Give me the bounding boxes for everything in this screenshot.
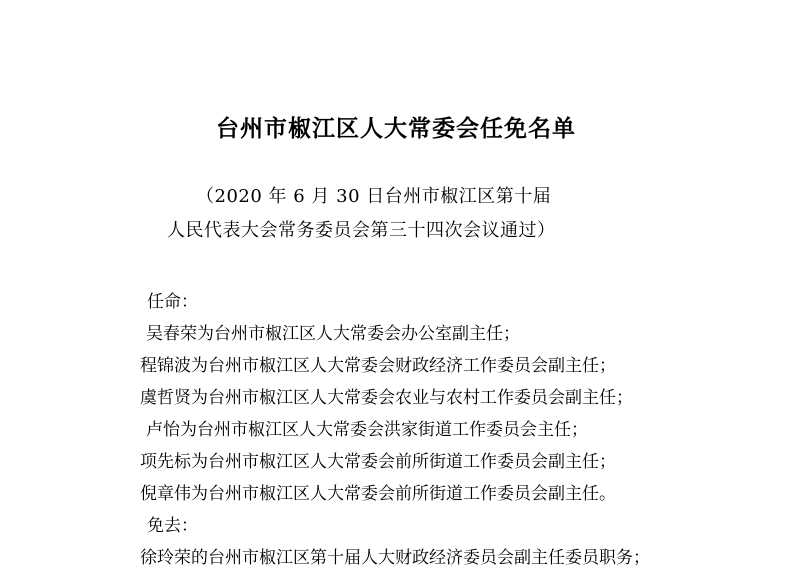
appointment-item: 程锦波为台州市椒江区人大常委会财政经济工作委员会副主任； (140, 356, 616, 376)
dismissal-item: 徐玲荣的台州市椒江区第十届人大财政经济委员会副主任委员职务； (140, 548, 650, 568)
dismiss-heading: 免去： (147, 516, 198, 536)
appointment-item: 吴春荣为台州市椒江区人大常委会办公室副主任； (146, 324, 520, 344)
subtitle-line-2: 人民代表大会常务委员会第三十四次会议通过） (167, 220, 556, 241)
document-body (140, 286, 790, 574)
appointment-item: 虞哲贤为台州市椒江区人大常委会农业与农村工作委员会副主任； (140, 388, 633, 408)
appoint-heading: 任命： (147, 292, 198, 312)
subtitle-line-1: （2020 年 6 月 30 日台州市椒江区第十届 (196, 186, 552, 207)
appointment-item: 项先标为台州市椒江区人大常委会前所街道工作委员会副主任； (140, 452, 616, 472)
document-title: 台州市椒江区人大常委会任免名单 (216, 116, 576, 142)
appointment-item: 卢怡为台州市椒江区人大常委会洪家街道工作委员会主任； (146, 420, 588, 440)
appointment-item: 倪章伟为台州市椒江区人大常委会前所街道工作委员会副主任。 (140, 484, 616, 504)
